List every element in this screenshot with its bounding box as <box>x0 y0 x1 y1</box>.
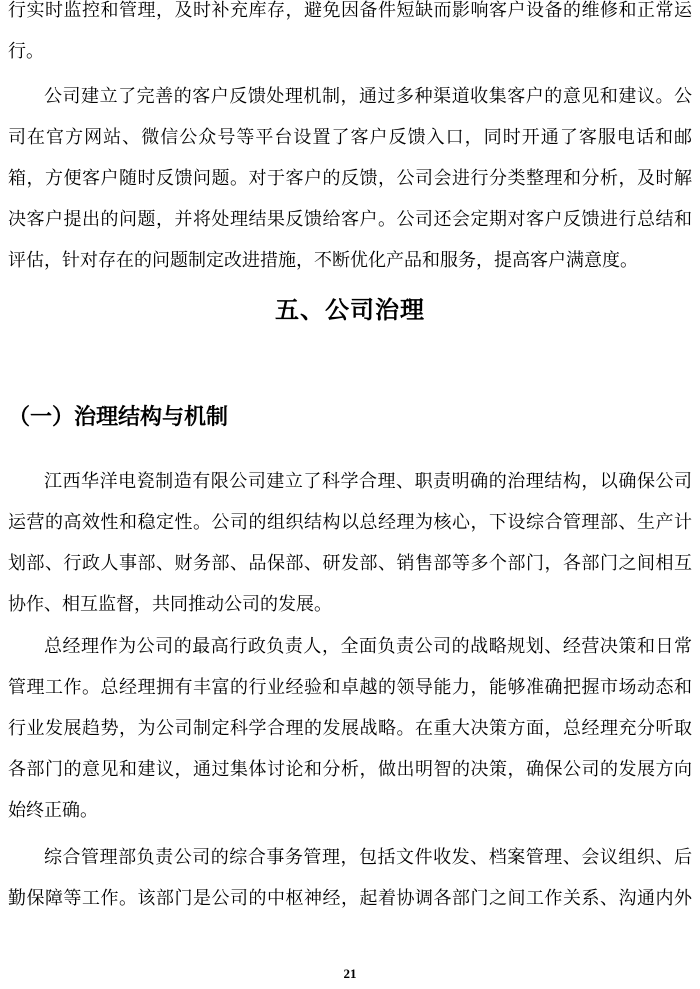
body-line: 管理工作。总经理拥有丰富的行业经验和卓越的领导能力，能够准确把握市场动态和 <box>8 677 692 697</box>
body-line: 综合管理部负责公司的综合事务管理，包括文件收发、档案管理、会议组织、后 <box>44 847 692 867</box>
body-line: 评估，针对存在的问题制定改进措施，不断优化产品和服务，提高客户满意度。 <box>8 250 638 270</box>
body-line: 司在官方网站、微信公众号等平台设置了客户反馈入口，同时开通了客服电话和邮 <box>8 127 692 147</box>
body-line: 运营的高效性和稳定性。公司的组织结构以总经理为核心，下设综合管理部、生产计 <box>8 512 692 532</box>
body-line: 箱，方便客户随时反馈问题。对于客户的反馈，公司会进行分类整理和分析，及时解 <box>8 168 692 188</box>
body-line: 行业发展趋势，为公司制定科学合理的发展战略。在重大决策方面，总经理充分听取 <box>8 718 692 738</box>
paragraph-governance-structure <box>8 461 692 625</box>
body-line: 行实时监控和管理，及时补充库存，避免因备件短缺而影响客户设备的维修和正常运 <box>8 0 692 20</box>
body-line: 公司建立了完善的客户反馈处理机制，通过多种渠道收集客户的意见和建议。公 <box>44 86 692 106</box>
document-body <box>8 0 692 919</box>
body-line: 划部、行政人事部、财务部、品保部、研发部、销售部等多个部门，各部门之间相互 <box>8 553 692 573</box>
body-line: 总经理作为公司的最高行政负责人，全面负责公司的战略规划、经营决策和日常 <box>44 636 692 656</box>
body-line: 江西华洋电瓷制造有限公司建立了科学合理、职责明确的治理结构，以确保公司 <box>44 471 692 491</box>
body-line: 始终正确。 <box>8 800 98 820</box>
body-line: 行。 <box>8 41 44 61</box>
body-line: 协作、相互监督，共同推动公司的发展。 <box>8 594 332 614</box>
section-heading: （一）治理结构与机制 <box>8 404 229 429</box>
paragraph-general-manager <box>8 626 692 831</box>
paragraph-admin-department <box>8 837 692 919</box>
paragraph-continuation <box>8 0 692 72</box>
body-line: 各部门的意见和建议，通过集体讨论和分析，做出明智的决策，确保公司的发展方向 <box>8 759 692 779</box>
paragraph-customer-feedback <box>8 76 692 281</box>
body-line: 决客户提出的问题，并将处理结果反馈给客户。公司还会定期对客户反馈进行总结和 <box>8 209 692 229</box>
page-number: 21 <box>343 966 357 981</box>
chapter-heading: 五、公司治理 <box>275 297 425 324</box>
body-line: 勤保障等工作。该部门是公司的中枢神经，起着协调各部门之间工作关系、沟通内外 <box>8 888 692 908</box>
